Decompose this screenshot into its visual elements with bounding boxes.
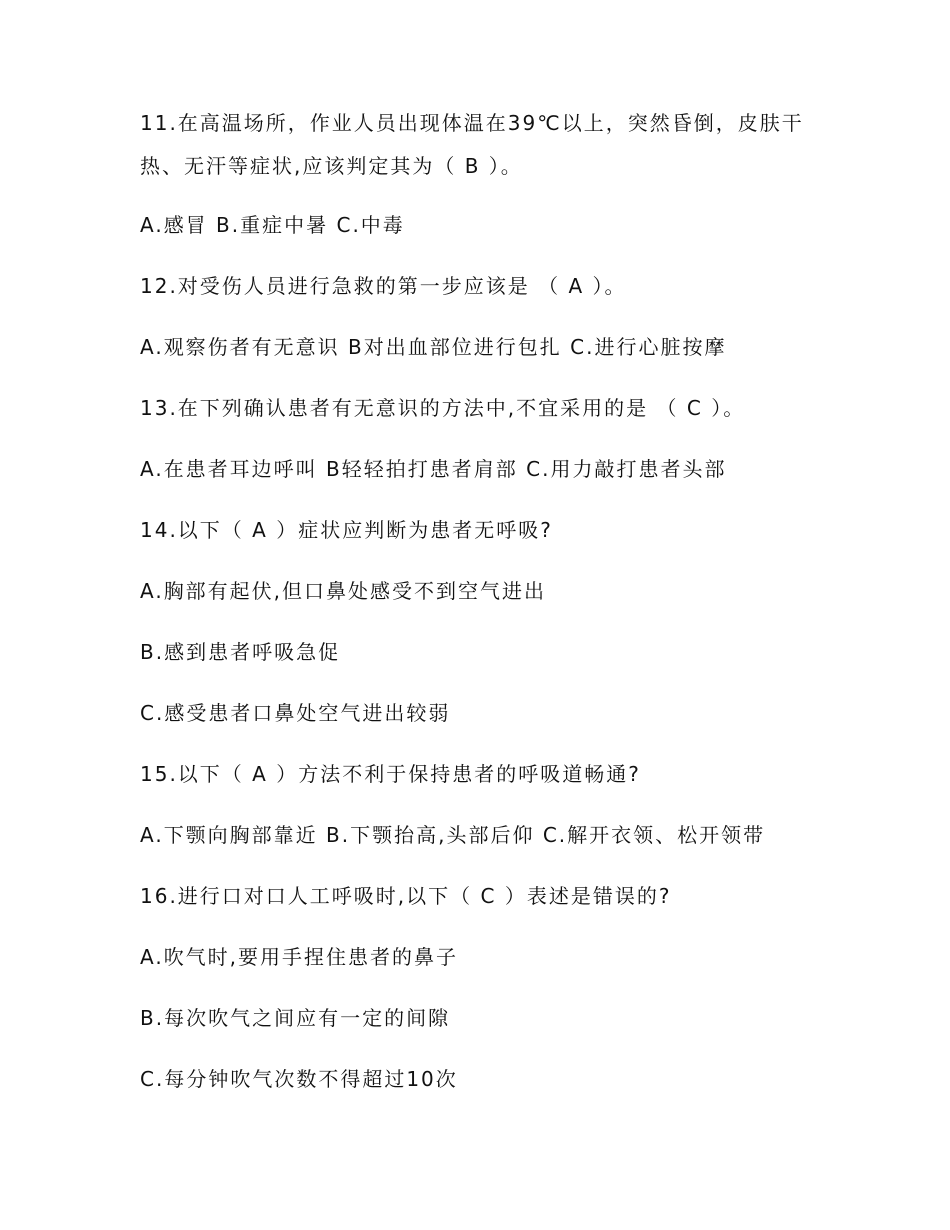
question-11-line-2: 热、无汗等症状,应该判定其为（ B ）。: [140, 154, 523, 178]
question-14-option-c: C.感受患者口鼻处空气进出较弱: [140, 701, 451, 725]
question-15-options: A.下颚向胸部靠近 B.下颚抬高,头部后仰 C.解开衣领、松开领带: [140, 823, 766, 847]
question-16-option-b: B.每次吹气之间应有一定的间隙: [140, 1006, 451, 1030]
question-14-option-a: A.胸部有起伏,但口鼻处感受不到空气进出: [140, 579, 547, 603]
question-11-line-1: 11.在高温场所，作业人员出现体温在39℃以上，突然昏倒，皮肤干: [140, 111, 804, 135]
question-16-option-c: C.每分钟吹气次数不得超过10次: [140, 1067, 458, 1091]
question-16-option-a: A.吹气时,要用手捏住患者的鼻子: [140, 945, 459, 969]
question-12-options: A.观察伤者有无意识 B对出血部位进行包扎 C.进行心脏按摩: [140, 335, 727, 359]
question-12: 12.对受伤人员进行急救的第一步应该是 （ A ）。: [140, 274, 627, 298]
question-14: 14.以下（ A ）症状应判断为患者无呼吸?: [140, 518, 553, 542]
question-14-option-b: B.感到患者呼吸急促: [140, 640, 341, 664]
question-13: 13.在下列确认患者有无意识的方法中,不宜采用的是 （ C ）。: [140, 396, 746, 420]
question-16: 16.进行口对口人工呼吸时,以下（ C ）表述是错误的?: [140, 884, 672, 908]
question-15: 15.以下（ A ）方法不利于保持患者的呼吸道畅通?: [140, 762, 641, 786]
question-11-options: A.感冒 B.重症中暑 C.中毒: [140, 213, 405, 237]
question-13-options: A.在患者耳边呼叫 B轻轻拍打患者肩部 C.用力敲打患者头部: [140, 457, 727, 481]
